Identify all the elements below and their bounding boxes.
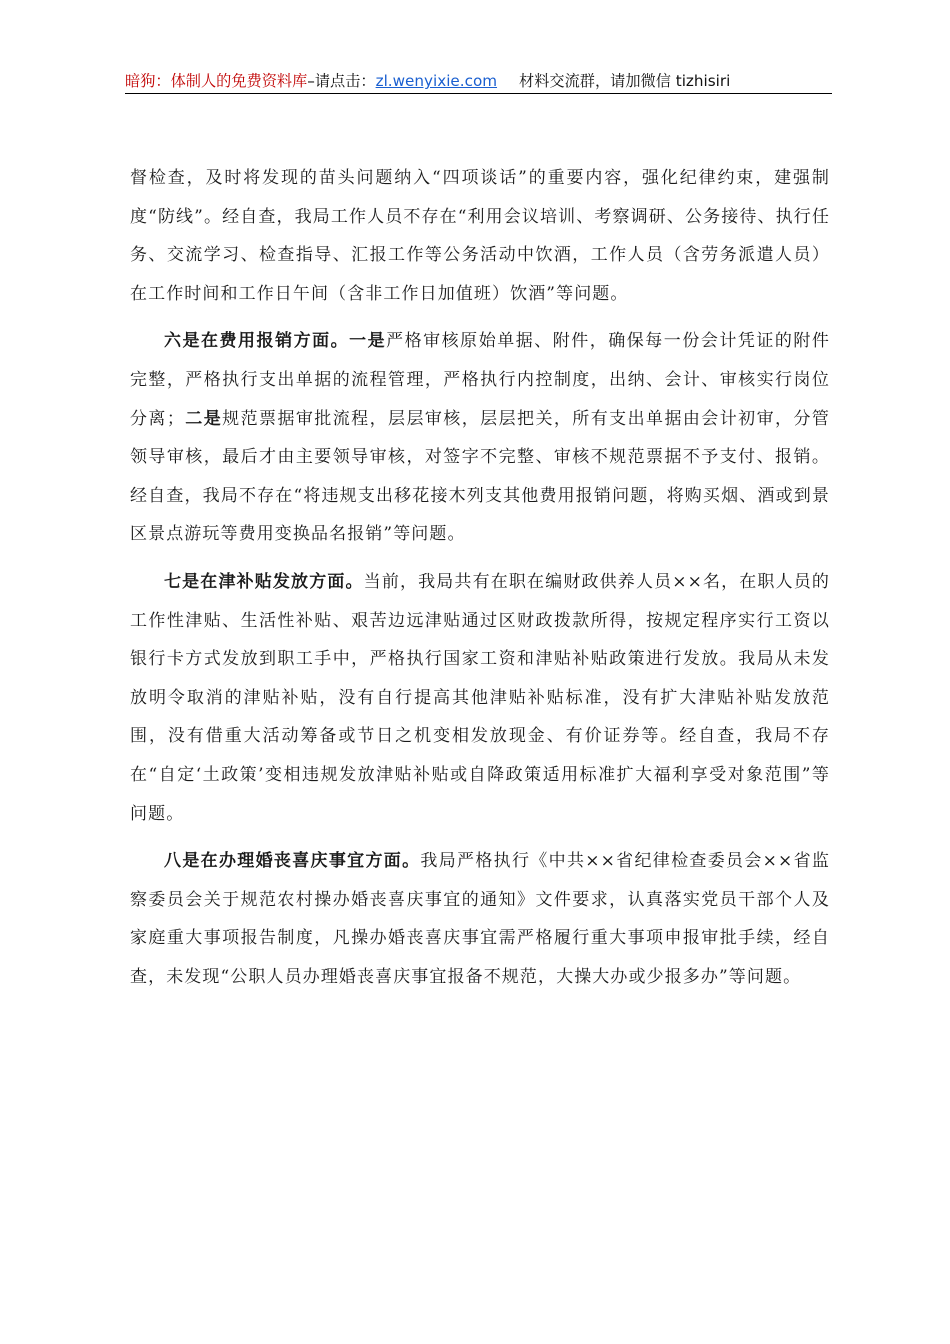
paragraph-lead: 七是在津补贴发放方面。	[164, 571, 364, 592]
paragraph-weddings-funerals	[130, 842, 830, 996]
paragraph-expense-reimbursement	[130, 322, 830, 554]
paragraph-text: 规范票据审批流程，层层审核，层层把关，所有支出单据由会计初审，分管领导审核，最后才由主要领导审核，对签字不完整、审核不规范票据不予支付、报销。经自查，我局不存在“将违规支出移花接木列支其他费用报销问题，将购买烟、酒或到景区景点游玩等费用变换品名报销”等问题。	[130, 408, 830, 545]
page-header	[125, 70, 832, 92]
header-prompt: –请点击：	[307, 72, 376, 90]
paragraph-text: 严格审核原始单据、附件，确保每一份会计凭证的附件完整，严格执行支出单据的流程管理，严格执行内控制度，出纳、会计、审核实行岗位分离；	[130, 331, 830, 429]
header-wechat: 材料交流群，请加微信 tizhisiri	[519, 72, 731, 90]
header-brand: 暗狗：体制人的免费资料库	[125, 72, 308, 90]
paragraph-continuation	[130, 159, 830, 313]
paragraph-allowance	[130, 563, 830, 833]
paragraph-text: 当前，我局共有在职在编财政供养人员××名，在职人员的工作性津贴、生活性补贴、艰苦边远津贴通过区财政拨款所得，按规定程序实行工资以银行卡方式发放到职工手中，严格执行国家工资和津贴补贴政策进行发放。我局从未发放明令取消的津贴补贴，没有自行提高其他津贴补贴标准，没有扩大津贴补贴发放范围，没有借重大活动筹备或节日之机变相发放现金、有价证券等。经自查，我局不存在“自定‘土政策’变相违规发放津贴补贴或自降政策适用标准扩大福利享受对象范围”等问题。	[130, 571, 830, 824]
header-divider	[125, 93, 832, 94]
paragraph-text: 督检查，及时将发现的苗头问题纳入“四项谈话”的重要内容，强化纪律约束，建强制度“防线”。经自查，我局工作人员不存在“利用会议培训、考察调研、公务接待、执行任务、交流学习、检查指导、汇报工作等公务活动中饮酒，工作人员（含劳务派遣人员）在工作时间和工作日午间（含非工作日加值班）饮酒”等问题。	[130, 168, 830, 304]
paragraph-lead-secondary: 二是	[184, 408, 223, 429]
document-body	[130, 159, 830, 1005]
paragraph-text: 我局严格执行《中共××省纪律检查委员会××省监察委员会关于规范农村操办婚丧喜庆事宜的通知》文件要求，认真落实党员干部个人及家庭重大事项报告制度，凡操办婚丧喜庆事宜需严格履行重大事项申报审批手续，经自查，未发现“公职人员办理婚丧喜庆事宜报备不规范，大操大办或少报多办”等问题。	[130, 851, 830, 987]
header-link[interactable]: zl.wenyixie.com	[375, 72, 498, 90]
paragraph-lead: 八是在办理婚丧喜庆事宜方面。	[164, 851, 421, 872]
paragraph-lead: 六是在费用报销方面。一是	[164, 331, 387, 352]
